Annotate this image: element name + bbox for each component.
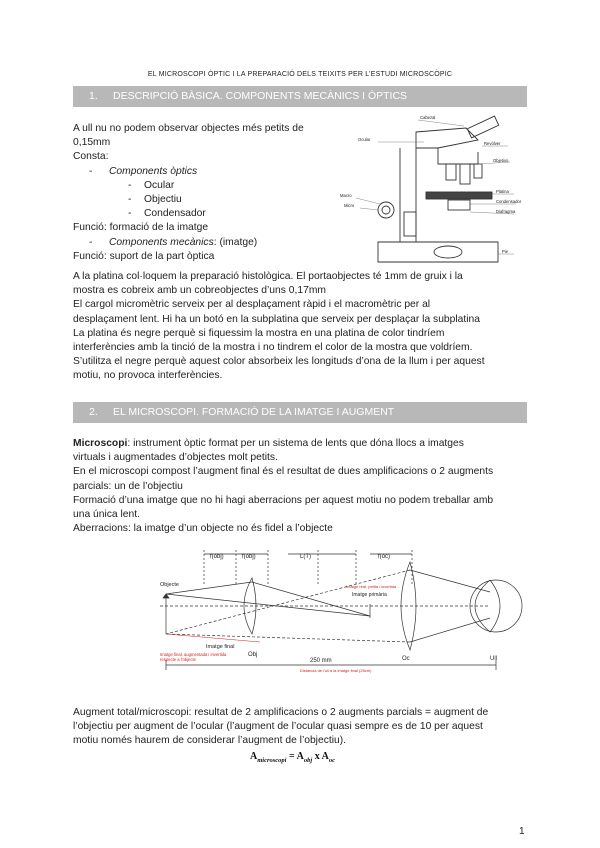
list-item: - Condensador bbox=[128, 208, 206, 220]
figure-label: Pie bbox=[502, 249, 509, 254]
oc-label: Oc bbox=[402, 656, 410, 662]
text-line: Augment total/microscopi: resultat de 2 amplificacions o 2 augments parcials = augment de bbox=[73, 707, 489, 718]
figure-label: Diafragma bbox=[496, 209, 516, 214]
text-line: interferències amb la tinció de la mostra i no tindrem el color de la mostra que voldríem. bbox=[73, 342, 473, 354]
section-2-header bbox=[73, 402, 527, 423]
text-line: S’utilitza el negre perquè aquest color absorbeix les longituds d’ona de la llum i per aquest bbox=[73, 356, 485, 368]
section-1-number: 1. bbox=[89, 90, 98, 102]
figure-label: Cabezal bbox=[420, 115, 436, 120]
section-2-title: EL MICROSCOPI. FORMACIÓ DE LA IMATGE I AUGMENT bbox=[113, 406, 395, 418]
mechanical-components-label: Components mecànics bbox=[109, 236, 214, 248]
definition-line: Microscopi: instrument òptic format per un sistema de lents que dóna llocs a imatges bbox=[73, 438, 464, 449]
optical-components-item: - Components òptics bbox=[89, 165, 198, 177]
section-2-number: 2. bbox=[89, 406, 98, 418]
obj-label: Obj bbox=[248, 652, 258, 658]
f-obj-label: f(obj) bbox=[210, 554, 224, 560]
section-1-paragraph bbox=[73, 270, 485, 384]
object-label: Objecte bbox=[160, 582, 179, 588]
text-line: Formació d’una imatge que no hi hagi aberracions per aquest motiu no podem treballar amb bbox=[73, 494, 494, 506]
augment-paragraph bbox=[73, 706, 488, 749]
text-line: 0,15mm bbox=[73, 137, 111, 149]
text-line: desplaçament lent. Hi ha un botó en la subplatina que serveix per desplaçar la subplatina bbox=[73, 313, 480, 325]
mechanical-components-item: - Components mecànics: (imatge) bbox=[89, 236, 258, 248]
f-oc-label: f(oc) bbox=[378, 554, 390, 560]
text-line: motiu només haurem de considerar l’augment de l’objectiu). bbox=[73, 735, 347, 747]
text-line: parcials: un de l’objectiu bbox=[73, 480, 183, 492]
text-line: mostra es cobreix amb un cobreobjectes d’uns 0,17mm bbox=[73, 285, 326, 297]
definition-term: Microscopi bbox=[73, 438, 128, 449]
microscope-diagram bbox=[338, 112, 533, 270]
text-line: A la platina col·loquem la preparació histològica. El portaobjectes té 1mm de gruix i la bbox=[73, 271, 463, 282]
final-image-note: Imatge final, augmentada i invertida respecte a l'objecte bbox=[160, 652, 227, 662]
text-line: El cargol micromètric serveix per al desplaçament ràpid i el macromètric per al bbox=[73, 299, 431, 311]
figure-label: Revólver bbox=[484, 141, 501, 146]
text-line: l’objectiu per augment de l’ocular (l’augment de l’ocular quasi sempre es de 10 per aquest bbox=[73, 721, 483, 733]
f-obj-label-2: f(obj) bbox=[242, 554, 256, 560]
text-line: una única lent. bbox=[73, 509, 140, 521]
figure-label: Micro bbox=[344, 203, 355, 208]
text-line: Consta: bbox=[73, 151, 109, 163]
text-line: Funció: suport de la part òptica bbox=[73, 250, 215, 262]
section-2-paragraph bbox=[73, 437, 493, 536]
page-number: 1 bbox=[519, 826, 525, 837]
real-image-note: Imatge real, petita i invertida bbox=[346, 584, 397, 589]
distance-label: 250 mm bbox=[310, 658, 332, 664]
figure-label: Condensador bbox=[496, 199, 522, 204]
section-1-list bbox=[73, 122, 304, 264]
figure-label: Platina bbox=[496, 189, 509, 194]
text-line: La platina és negre perquè si fiquessim la mostra en una platina de color tindríem bbox=[73, 327, 445, 339]
text-line: Aberracions: la imatge d’un objecte no és fidel a l’objecte bbox=[73, 523, 333, 535]
final-image-label: Imatge final bbox=[206, 644, 235, 650]
magnification-formula: $A_{microscopi} = A_{obj}$ x $A_{oc}$ bbox=[250, 751, 336, 764]
text-line: Funció: formació de la imatge bbox=[73, 222, 209, 234]
figure-label: Macro bbox=[340, 193, 352, 198]
primary-image-label: Imatge primària bbox=[352, 592, 387, 598]
image-formation-diagram bbox=[160, 542, 525, 704]
section-1-title: DESCRIPCIÓ BÀSICA. COMPONENTS MECÀNICS I ÒPTICS bbox=[113, 90, 408, 102]
text-line: motiu, no provoca interferències. bbox=[73, 370, 223, 382]
text-line: A ull nu no podem observar objectes més petits de bbox=[73, 123, 304, 134]
text-line: virtuals i augmentades d’objectes molt petits. bbox=[73, 452, 278, 464]
document-title: EL MICROSCOPI ÒPTIC I LA PREPARACIÓ DELS TEIXITS PER L’ESTUDI MICROSCÒPIC bbox=[147, 71, 453, 78]
text-line: En el microscopi compost l’augment final és el resultat de dues amplificacions o 2 augments bbox=[73, 466, 494, 478]
lt-label: L(T) bbox=[300, 554, 311, 560]
list-item: - Ocular bbox=[128, 179, 175, 191]
list-item: - Objectiu bbox=[128, 194, 182, 206]
eye-label: Ull bbox=[490, 656, 497, 662]
optical-components-label: Components òptics bbox=[109, 165, 198, 177]
section-1-header bbox=[73, 86, 527, 107]
figure-label: Ocular bbox=[358, 137, 371, 142]
figure-label: Objetivo bbox=[493, 158, 509, 163]
distance-note: Distància de l'ull a la imatge final (25cm) bbox=[300, 668, 372, 673]
